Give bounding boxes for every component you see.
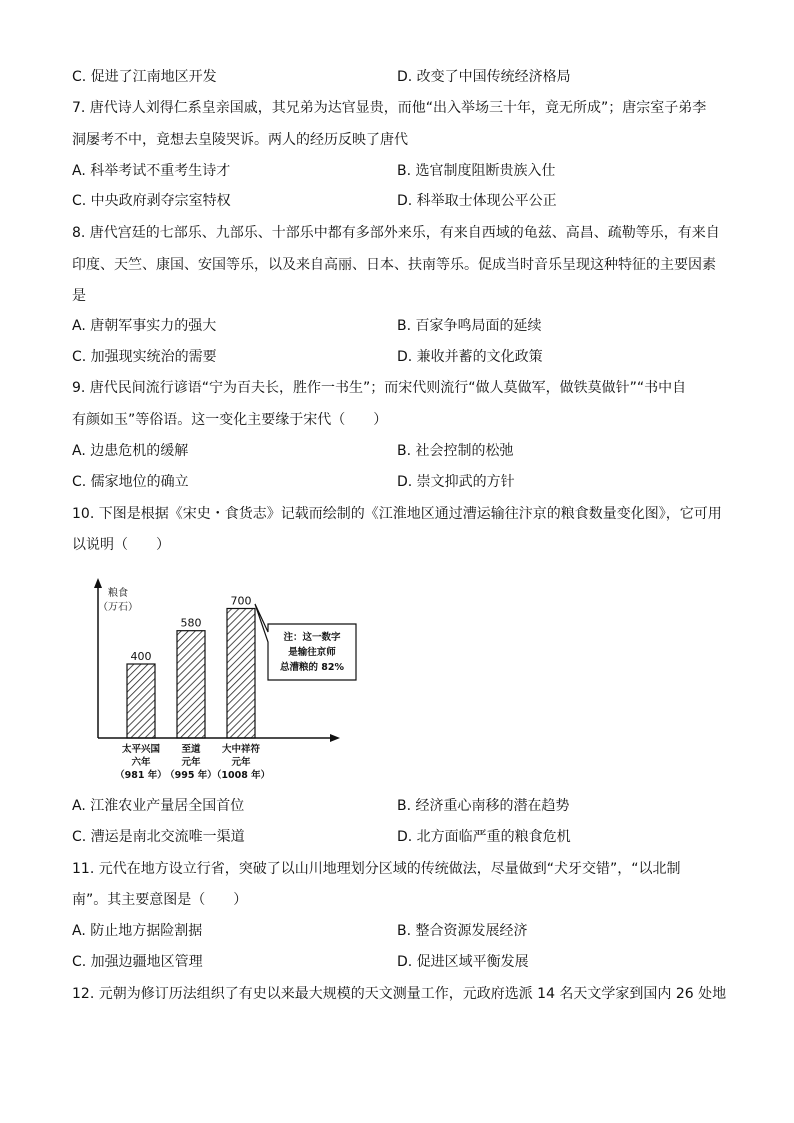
bar-3: [227, 609, 255, 739]
x-tick-label-2-3: （995 年）: [165, 770, 217, 780]
q11-option-b[interactable]: B. 整合资源发展经济: [397, 923, 528, 939]
x-tick-label-2-1: 至道: [181, 744, 201, 755]
q9-option-c[interactable]: C. 儒家地位的确立: [72, 474, 189, 490]
x-tick-label-1-3: （981 年）: [115, 770, 167, 780]
x-axis-arrow-icon: [330, 734, 340, 742]
q11-option-a[interactable]: A. 防止地方据险割据: [72, 923, 203, 939]
y-axis-label-line1: 粮食: [108, 588, 128, 599]
q7-stem-line2: 洞屡考不中，竟想去皇陵哭诉。两人的经历反映了唐代: [72, 132, 408, 148]
x-tick-label-3-3: （1008 年）: [211, 770, 271, 780]
q11-option-d[interactable]: D. 促进区域平衡发展: [397, 954, 529, 970]
grain-chart-svg: [84, 572, 364, 780]
q7-option-a[interactable]: A. 科举考试不重考生诗才: [72, 163, 231, 179]
q8-option-c[interactable]: C. 加强现实统治的需要: [72, 349, 217, 365]
q7-option-b[interactable]: B. 选官制度阻断贵族入仕: [397, 163, 556, 179]
x-tick-label-3-1: 大中祥符: [221, 744, 261, 755]
note-line-2: 是输往京师: [288, 647, 336, 658]
q10-option-d[interactable]: D. 北方面临严重的粮食危机: [397, 829, 571, 845]
q10-stem-line2: 以说明（ ）: [72, 537, 170, 553]
q8-stem-line2: 印度、天竺、康国、安国等乐，以及来自高丽、日本、扶南等乐。促成当时音乐呈现这种特征的主要因素: [72, 257, 716, 273]
x-tick-label-1-2: 六年: [131, 757, 151, 768]
q6-option-d[interactable]: D. 改变了中国传统经济格局: [397, 69, 571, 85]
q9-option-b[interactable]: B. 社会控制的松弛: [397, 443, 514, 459]
q9-stem-line2: 有颜如玉”等俗语。这一变化主要缘于宋代（ ）: [72, 412, 388, 428]
x-tick-label-2-2: 元年: [181, 757, 201, 768]
note-line-3: 总漕粮的 82%: [279, 662, 345, 673]
bar-value-label-1: 400: [130, 650, 152, 663]
x-tick-label-3-2: 元年: [231, 757, 251, 768]
note-line-1: 注：这一数字: [283, 632, 341, 643]
y-axis-label-line2: （万石）: [98, 602, 138, 613]
q11-stem-line1: 11. 元代在地方设立行省，突破了以山川地理划分区域的传统做法，尽量做到“犬牙交错”，“以北制: [72, 861, 681, 877]
q7-stem-line1: 7. 唐代诗人刘得仁系皇亲国戚，其兄弟为达官显贵，而他“出入举场三十年，竟无所成”；唐宗室子弟李: [72, 100, 707, 116]
q12-stem-line1: 12. 元朝为修订历法组织了有史以来最大规模的天文测量工作，元政府选派 14 名天文学家到国内 26 处地: [72, 986, 727, 1002]
q10-option-c[interactable]: C. 漕运是南北交流唯一渠道: [72, 829, 245, 845]
q8-option-a[interactable]: A. 唐朝军事实力的强大: [72, 318, 217, 334]
q11-option-c[interactable]: C. 加强边疆地区管理: [72, 954, 203, 970]
q9-stem-line1: 9. 唐代民间流行谚语“宁为百夫长，胜作一书生”；而宋代则流行“做人莫做军，做铁莫做针”“书中自: [72, 380, 687, 396]
q10-stem-line1: 10. 下图是根据《宋史・食货志》记载而绘制的《江淮地区通过漕运输往汴京的粮食数量变化图》，它可用: [72, 506, 722, 522]
q11-stem-line2: 南”。其主要意图是（ ）: [72, 892, 248, 908]
y-axis-arrow-icon: [94, 578, 102, 588]
q7-option-d[interactable]: D. 科举取士体现公平公正: [397, 193, 557, 209]
q7-option-c[interactable]: C. 中央政府剥夺宗室特权: [72, 193, 231, 209]
q8-option-b[interactable]: B. 百家争鸣局面的延续: [397, 318, 542, 334]
x-tick-label-1-1: 太平兴国: [121, 744, 161, 755]
q10-option-b[interactable]: B. 经济重心南移的潜在趋势: [397, 798, 570, 814]
q8-option-d[interactable]: D. 兼收并蓄的文化政策: [397, 349, 543, 365]
q8-stem-line1: 8. 唐代宫廷的七部乐、九部乐、十部乐中都有多部外来乐，有来自西域的龟兹、高昌、疏勒等乐，有来自: [72, 225, 720, 241]
q8-stem-line3: 是: [72, 288, 86, 304]
bar-value-label-3: 700: [230, 594, 252, 608]
q10-option-a[interactable]: A. 江淮农业产量居全国首位: [72, 798, 245, 814]
grain-transport-chart: [84, 572, 364, 780]
bar-1: [127, 664, 155, 738]
q9-option-a[interactable]: A. 边患危机的缓解: [72, 443, 189, 459]
q9-option-d[interactable]: D. 崇文抑武的方针: [397, 474, 515, 490]
bar-2: [177, 631, 205, 738]
bar-value-label-2: 580: [180, 616, 202, 630]
q6-option-c[interactable]: C. 促进了江南地区开发: [72, 69, 217, 85]
